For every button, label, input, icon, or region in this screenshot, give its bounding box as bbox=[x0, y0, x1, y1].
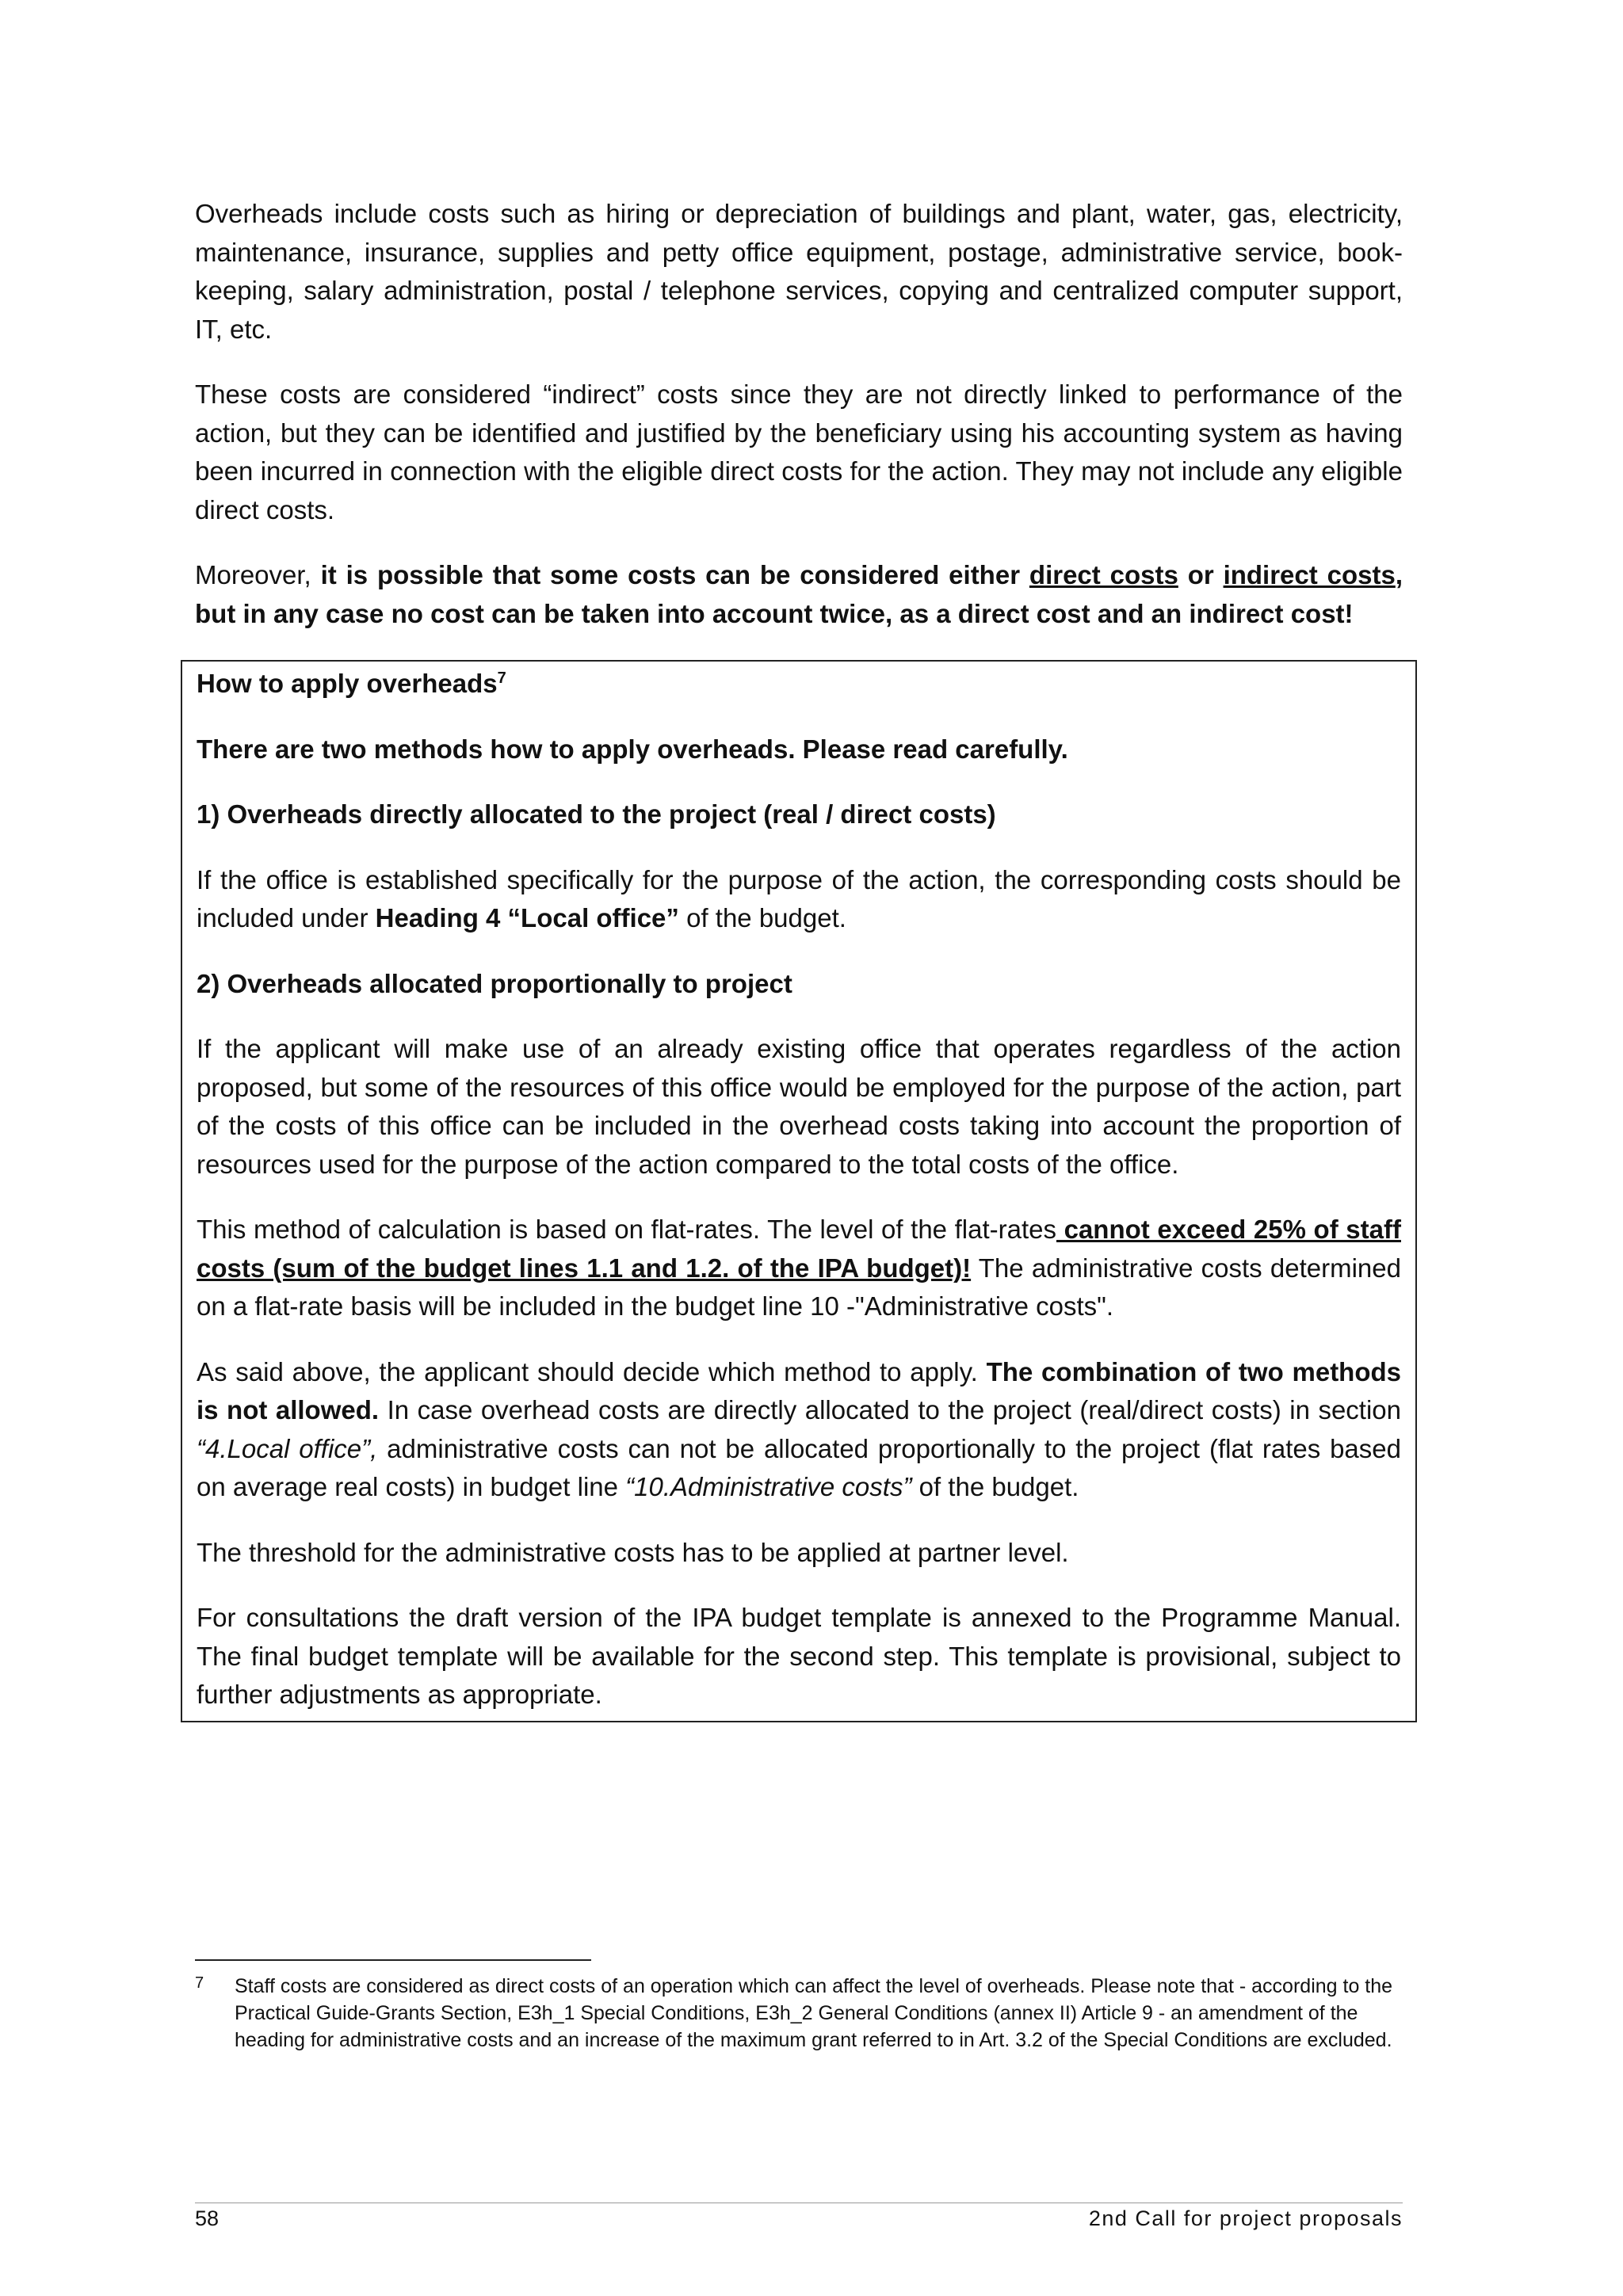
flat-text-c: The administrative costs determined on a flat-rate basis will be included in the budget line 10 -"Administrative costs". bbox=[197, 1253, 1401, 1321]
method-1-title bbox=[197, 795, 1401, 834]
footnote-number: 7 bbox=[195, 1974, 204, 1992]
text-bold-3: , but in any case no cost can be taken into account twice, as a direct cost and an indirect cost! bbox=[195, 560, 1403, 628]
paragraph-overheads-definition: Overheads include costs such as hiring or depreciation of buildings and plant, water, gas, electricity, maintenance, insurance, supplies and petty office equipment, postage, administrative service, book-keeping, salary administration, postal / telephone services, copying and centralized computer support, IT, etc. bbox=[195, 199, 1403, 344]
box-heading-text: How to apply overheads bbox=[197, 669, 498, 698]
page-number: 58 bbox=[195, 2206, 220, 2230]
page-footer bbox=[195, 2206, 1403, 2231]
overheads-info-box bbox=[181, 660, 1417, 1722]
comb-not-allowed: The combination of two methods is not allowed. bbox=[197, 1356, 1402, 1425]
method-1-title-text: 1) Overheads directly allocated to the project (real / direct costs) bbox=[197, 799, 996, 829]
comb-text-c: In case overhead costs are directly allocated to the project (real/direct costs) in section bbox=[379, 1395, 1402, 1425]
document-title: 2nd Call for project proposals bbox=[1088, 2206, 1403, 2230]
threshold-paragraph: The threshold for the administrative costs has to be applied at partner level. bbox=[197, 1537, 1069, 1567]
footnote-ref: 7 bbox=[497, 669, 506, 687]
text-bold-2: or bbox=[1178, 560, 1224, 589]
comb-local-office: “4.Local office”, bbox=[197, 1433, 378, 1463]
footnote-text: Staff costs are considered as direct costs of an operation which can affect the level of overheads. Please note that - according to the Practical Guide-Grants Section, E3h_1 Special Conditions, E3h_2 General Conditions (annex II) Article 9 - an amendment of the heading for administrative costs and an increase of the maximum grant referred to in Art. 3.2 of the Special Conditions are excluded. bbox=[235, 1975, 1393, 2051]
method-2-title-text: 2) Overheads allocated proportionally to project bbox=[197, 968, 792, 998]
comb-text-a: As said above, the applicant should decide which method to apply. bbox=[197, 1356, 987, 1386]
comb-text-g: of the budget. bbox=[911, 1472, 1079, 1501]
box-intro bbox=[197, 730, 1401, 769]
m1-text-heading: Heading 4 “Local office” bbox=[375, 903, 679, 933]
footnote-divider bbox=[195, 1959, 591, 1961]
consultation-paragraph: For consultations the draft version of the IPA budget template is annexed to the Programme Manual. The final budget template will be available for the second step. This template is provisional, subject to further adjustments as appropriate. bbox=[197, 1603, 1401, 1709]
text-indirect-costs: indirect costs bbox=[1223, 560, 1396, 589]
text-bold-1: it is possible that some costs can be considered either bbox=[320, 560, 1029, 589]
method-1-text bbox=[197, 861, 1401, 938]
text-direct-costs: direct costs bbox=[1029, 560, 1178, 589]
combination-paragraph bbox=[197, 1353, 1401, 1507]
paragraph-double-counting-warning bbox=[195, 556, 1403, 633]
comb-admin-costs: “10.Administrative costs” bbox=[625, 1472, 912, 1501]
footnote bbox=[195, 1973, 1403, 2054]
text-lead: Moreover, bbox=[195, 560, 321, 589]
flat-rate-paragraph bbox=[197, 1211, 1401, 1326]
m1-text-a: If the office is established specifically for the purpose of the action, the corresponding costs should be included under bbox=[197, 864, 1401, 933]
page-body bbox=[195, 195, 1403, 1722]
comb-text-e: administrative costs can not be allocated proportionally to the project (flat rates based on average real costs) in budget line bbox=[197, 1433, 1401, 1501]
flat-text-a: This method of calculation is based on flat-rates. The level of the flat-rates bbox=[197, 1215, 1056, 1244]
method-2-title bbox=[197, 965, 1401, 1004]
flat-rate-limit: cannot exceed 25% of staff costs (sum of the budget lines 1.1 and 1.2. of the IPA budget)! bbox=[197, 1215, 1401, 1283]
box-intro-text: There are two methods how to apply overheads. Please read carefully. bbox=[197, 734, 1068, 764]
paragraph-indirect-costs: These costs are considered “indirect” costs since they are not directly linked to performance of the action, but they can be identified and justified by the beneficiary using his accounting system as having been incurred in connection with the eligible direct costs for the action. They may not include any eligible direct costs. bbox=[195, 379, 1403, 524]
method-2-text: If the applicant will make use of an already existing office that operates regardless of the action proposed, but some of the resources of this office would be employed for the purpose of the action, part of the costs of this office can be included in the overhead costs taking into account the proportion of resources used for the purpose of the action compared to the total costs of the office. bbox=[197, 1034, 1401, 1179]
box-heading bbox=[197, 665, 1401, 704]
m1-text-c: of the budget. bbox=[678, 903, 846, 933]
